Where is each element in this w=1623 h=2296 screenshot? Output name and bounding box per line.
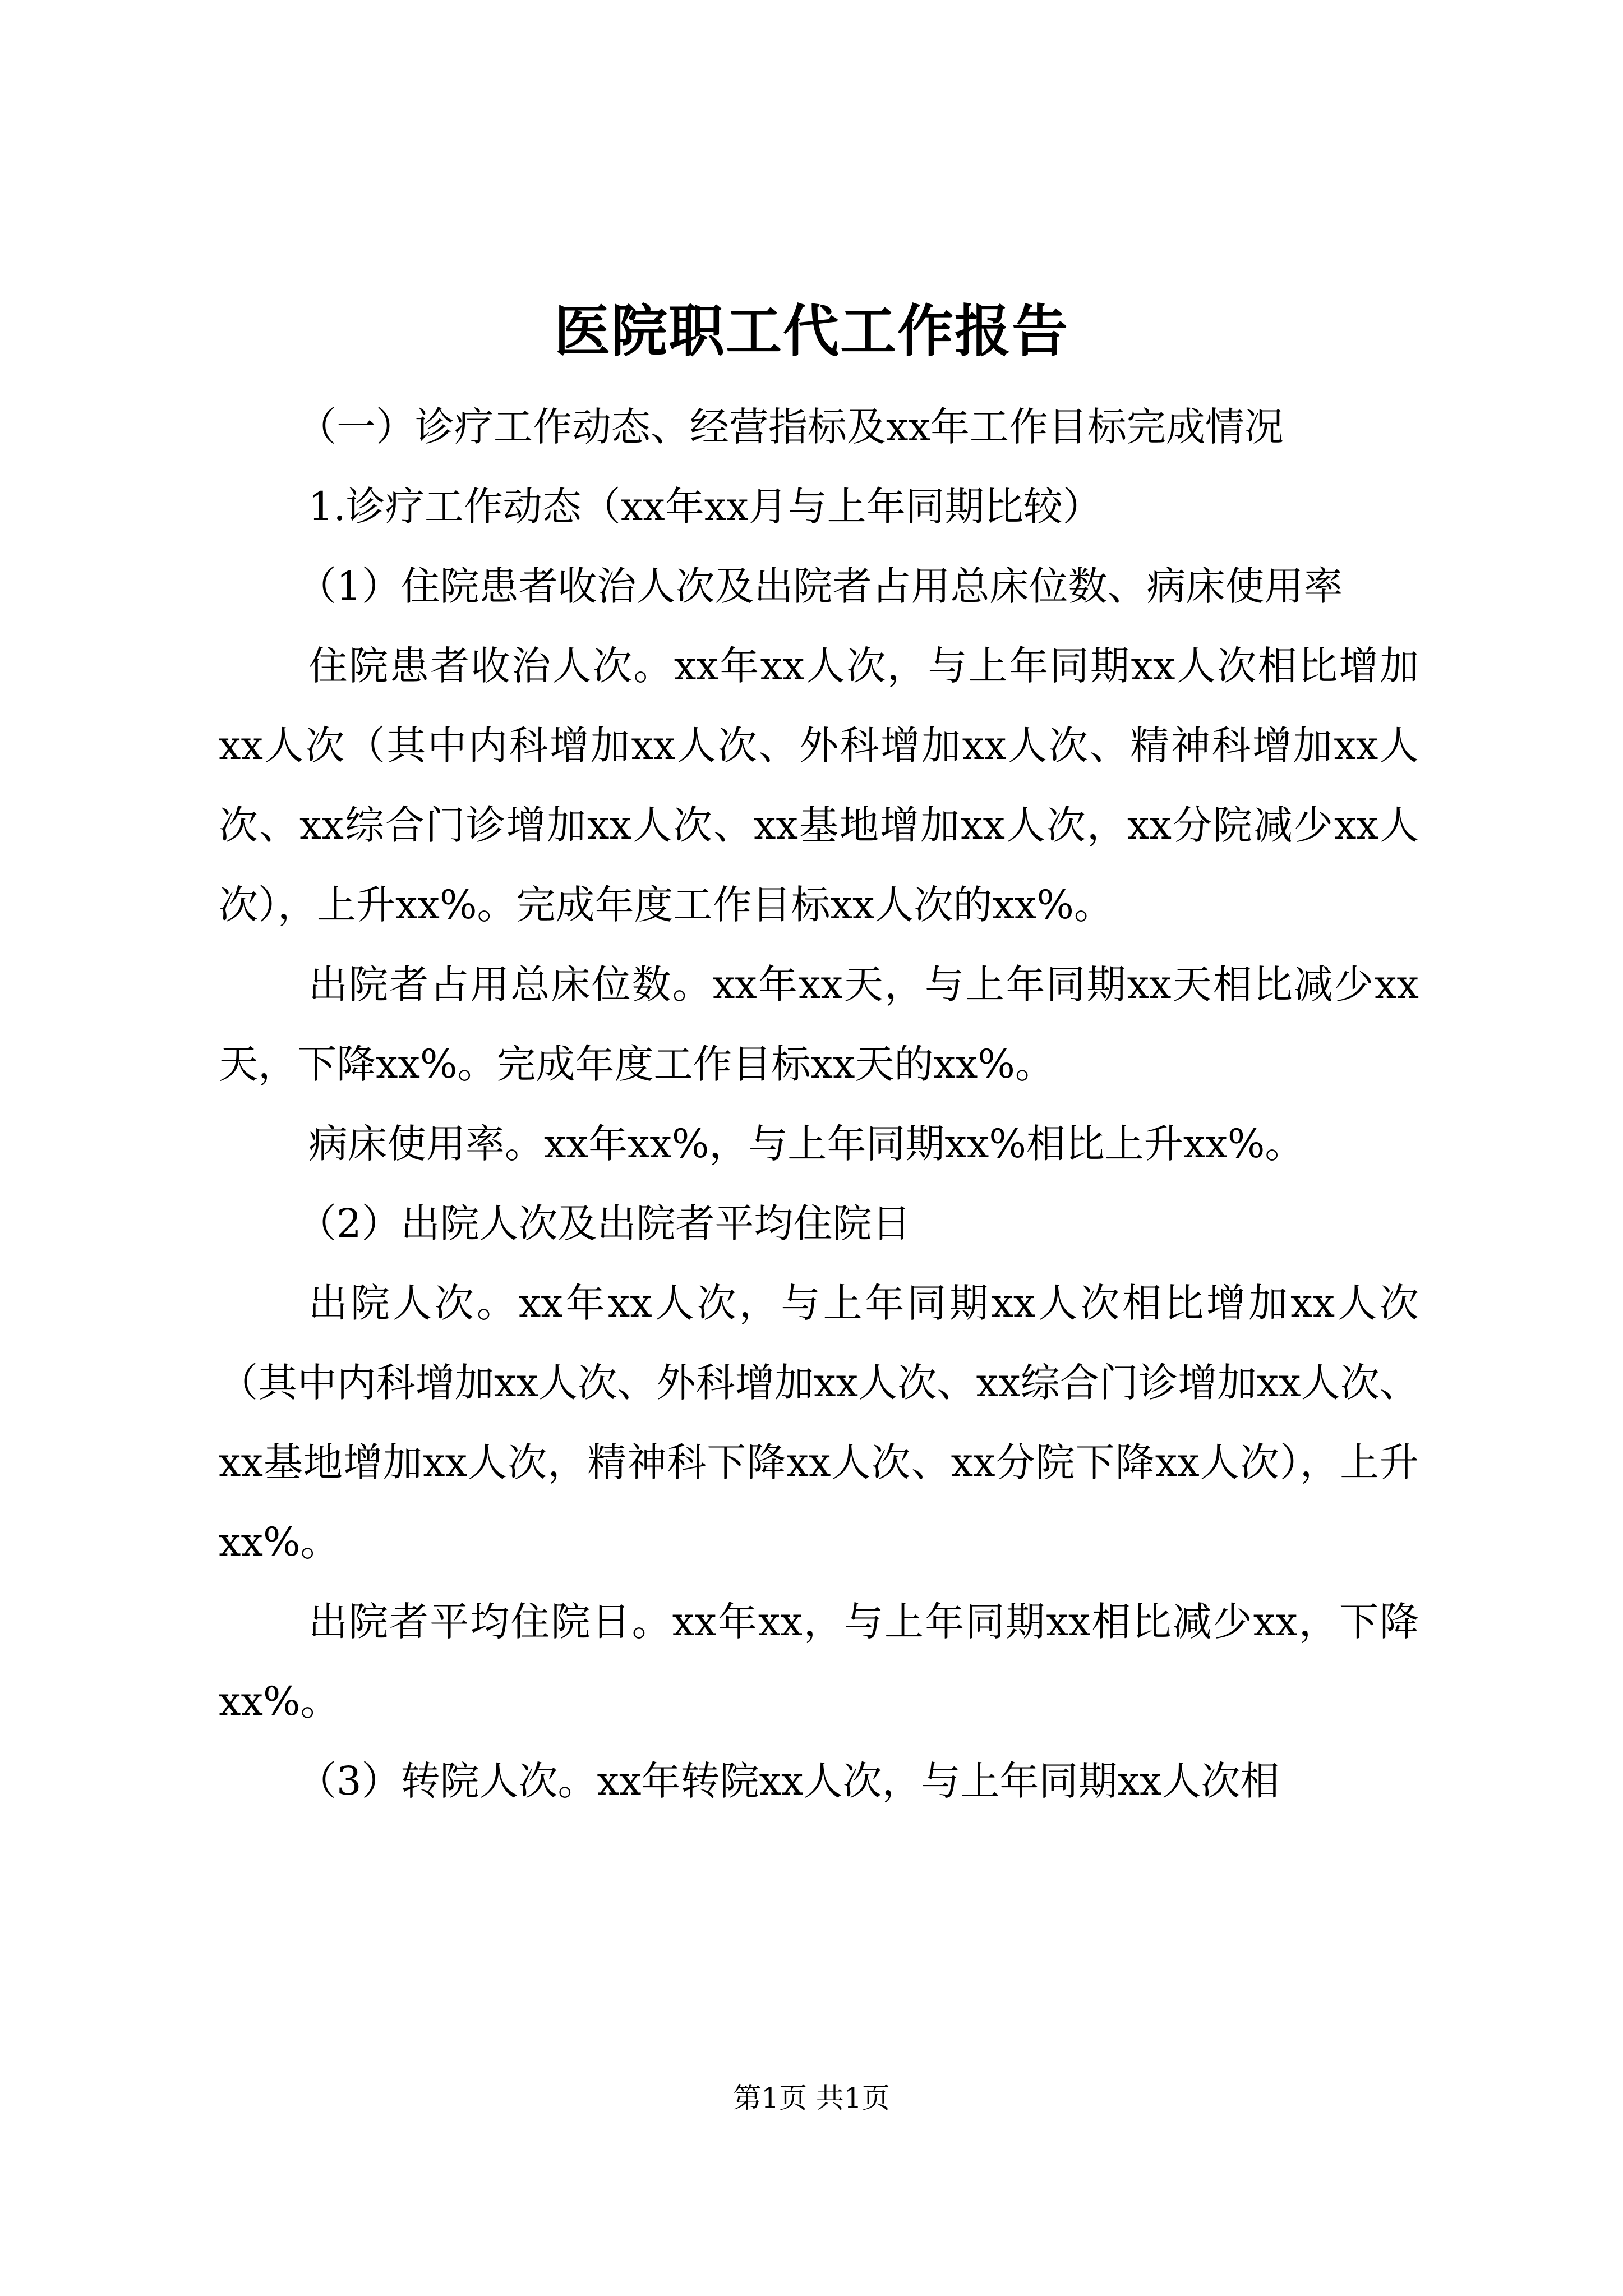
document-body bbox=[219, 387, 1419, 1821]
body-paragraph: 住院患者收治人次。xx年xx人次，与上年同期xx人次相比增加xx人次（其中内科增加xx人次、外科增加xx人次、精神科增加xx人次、xx综合门诊增加xx人次、xx基地增加xx人次，xx分院减少xx人次），上升xx%。完成年度工作目标xx人次的xx%。 bbox=[219, 643, 1419, 928]
section-heading: （一）诊疗工作动态、经营指标及xx年工作目标完成情况 bbox=[297, 404, 1284, 450]
body-paragraph: 病床使用率。xx年xx%，与上年同期xx%相比上升xx%。 bbox=[308, 1121, 1304, 1167]
body-paragraph: 出院者占用总床位数。xx年xx天，与上年同期xx天相比减少xx天，下降xx%。完成年度工作目标xx天的xx%。 bbox=[219, 961, 1419, 1087]
item-heading: （3）转院人次。xx年转院xx人次，与上年同期xx人次相 bbox=[297, 1758, 1280, 1804]
item-heading: （2）出院人次及出院者平均住院日 bbox=[297, 1200, 911, 1246]
document-title: 医院职工代工作报告 bbox=[554, 298, 1069, 364]
body-paragraph: 出院者平均住院日。xx年xx，与上年同期xx相比减少xx，下降xx%。 bbox=[219, 1599, 1419, 1724]
page-footer: 第1页 共1页 bbox=[733, 2082, 890, 2114]
item-heading: （1）住院患者收治人次及出院者占用总床位数、病床使用率 bbox=[297, 563, 1343, 609]
body-paragraph: 出院人次。xx年xx人次，与上年同期xx人次相比增加xx人次（其中内科增加xx人次、外科增加xx人次、xx综合门诊增加xx人次、xx基地增加xx人次，精神科下降xx人次、xx分院下降xx人次），上升xx%。 bbox=[219, 1280, 1419, 1565]
subsection-heading: 1.诊疗工作动态（xx年xx月与上年同期比较） bbox=[308, 484, 1102, 530]
